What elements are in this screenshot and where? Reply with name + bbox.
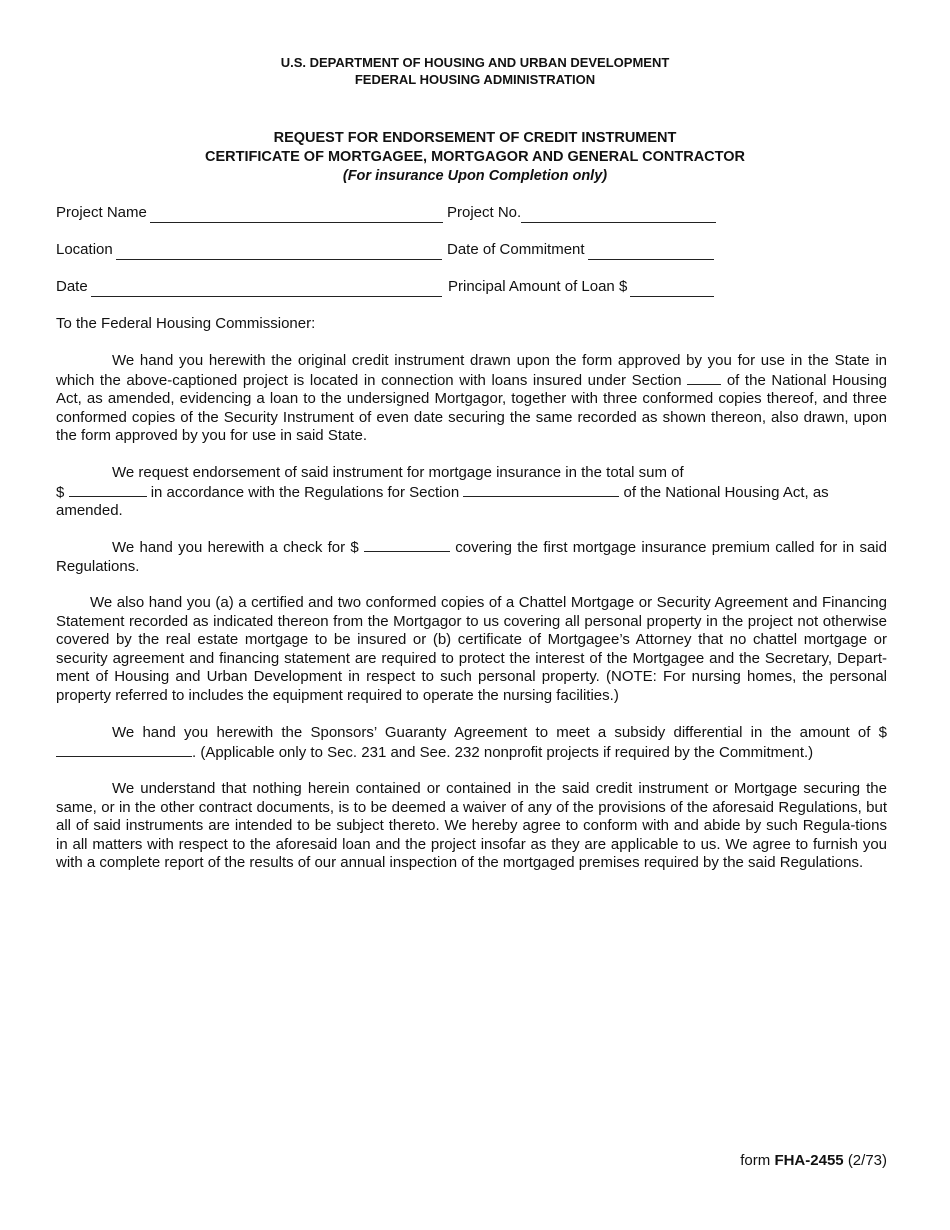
endorsement-request-tail: of the National Housing Act, as amended. <box>56 483 829 520</box>
salutation: To the Federal Housing Commissioner: <box>56 315 316 332</box>
principal-amount-label: Principal Amount of Loan $ <box>448 278 628 295</box>
form-title-line-2: CERTIFICATE OF MORTGAGEE, MORTGAGOR AND GENERAL CONTRACTOR <box>205 149 745 165</box>
section-number-field[interactable] <box>687 371 721 385</box>
form-number-footer <box>740 1152 887 1169</box>
project-no-field[interactable] <box>521 207 716 223</box>
principal-amount-field[interactable] <box>630 281 714 297</box>
paragraph-endorsement-request <box>56 464 887 521</box>
check-amount-field[interactable] <box>364 538 450 552</box>
date-of-commitment-label: Date of Commitment <box>447 241 585 258</box>
paragraph-credit-instrument <box>56 352 887 446</box>
form-title-line-1: REQUEST FOR ENDORSEMENT OF CREDIT INSTRUMENT <box>273 130 677 146</box>
field-row-location <box>56 240 726 260</box>
sponsors-guaranty-text-1: We hand you herewith the Sponsors’ Guaranty Agreement to meet a subsidy differential in the amount of $ <box>112 724 887 741</box>
dollar-sign: $ <box>56 483 65 501</box>
form-title-block <box>0 129 950 186</box>
field-row-project <box>56 203 726 223</box>
project-name-label: Project Name <box>56 204 147 221</box>
agency-line-1: U.S. DEPARTMENT OF HOUSING AND URBAN DEVELOPMENT <box>280 55 670 70</box>
paragraph-agreement: We understand that nothing herein contained or contained in the said credit instrument or Mortgage securing the same, or in the other contract documents, is to be deemed a waiver of any of the provisions of the aforesaid Regulations, but all of said instruments are intended to be subject thereto. We hereby agree to conform with and abide by such Regula-tions in all matters with respect to the aforesaid loan and the project insofar as they are applicable to us. We agree to furnish you with a complete report of the results of our annual inspection of the mortgaged premises required by the said Regulations. <box>56 780 887 872</box>
location-label: Location <box>56 241 113 258</box>
total-sum-field[interactable] <box>69 483 147 497</box>
endorsement-request-line-2 <box>56 483 887 521</box>
project-name-field[interactable] <box>150 207 443 223</box>
form-number: FHA-2455 <box>774 1152 844 1169</box>
date-label: Date <box>56 278 88 295</box>
paragraph-sponsors-guaranty <box>56 724 887 762</box>
paragraph-credit-instrument-text-1: We hand you herewith the original credit instrument drawn upon the form approved by you for use in the State in which the above-captioned project is located in connection with loans insured under Section <box>56 352 887 389</box>
agency-header <box>0 54 950 88</box>
date-of-commitment-field[interactable] <box>588 244 714 260</box>
regulation-section-field[interactable] <box>463 483 619 497</box>
location-field[interactable] <box>116 244 442 260</box>
project-no-label: Project No. <box>447 204 522 221</box>
agency-line-2: FEDERAL HOUSING ADMINISTRATION <box>354 72 596 87</box>
paragraph-premium-check <box>56 538 887 576</box>
paragraph-credit-instrument-text-2: of the National Housing Act, as amended, evidencing a loan to the undersigned Mortgagor, together with three conformed copies thereof, and three conformed copies of the Security Instrument of even date securing the same recorded as shown thereon, also drawn, upon the form approved by you for use in said State. <box>56 371 888 445</box>
form-subtitle: (For insurance Upon Completion only) <box>342 168 608 184</box>
endorsement-request-text: in accordance with the Regulations for Section <box>150 483 460 501</box>
premium-check-text-1: We hand you herewith a check for $ <box>112 539 359 556</box>
subsidy-amount-field[interactable] <box>56 743 192 757</box>
endorsement-request-line-1: We request endorsement of said instrument for mortgage insurance in the total sum of <box>112 464 684 481</box>
paragraph-chattel-mortgage: We also hand you (a) a certified and two conformed copies of a Chattel Mortgage or Security Agreement and Financing Statement recorded as indicated thereon from the Mortgagor to us covering all personal property in the project not otherwise covered by the real estate mortgage to be insured or (b) certificate of Mortgagee’s Attorney that no chattel mortgage or security agreement and financing statement are required to protect the interest of the Mortgagee and the Secretary, Depart-ment of Housing and Urban Development in respect to such personal property. (NOTE: For nursing homes, the personal property referred to includes the equipment required to operate the nursing facilities.) <box>56 594 887 704</box>
field-row-date <box>56 277 726 297</box>
premium-check-text-2: covering the first mortgage insurance premium called for in said Regulations. <box>56 539 887 575</box>
date-field[interactable] <box>91 281 442 297</box>
sponsors-guaranty-text-2: . (Applicable only to Sec. 231 and See. 232 nonprofit projects if required by the Commitment.) <box>192 743 814 761</box>
form-revision: (2/73) <box>847 1152 887 1169</box>
form-prefix: form <box>740 1152 771 1169</box>
